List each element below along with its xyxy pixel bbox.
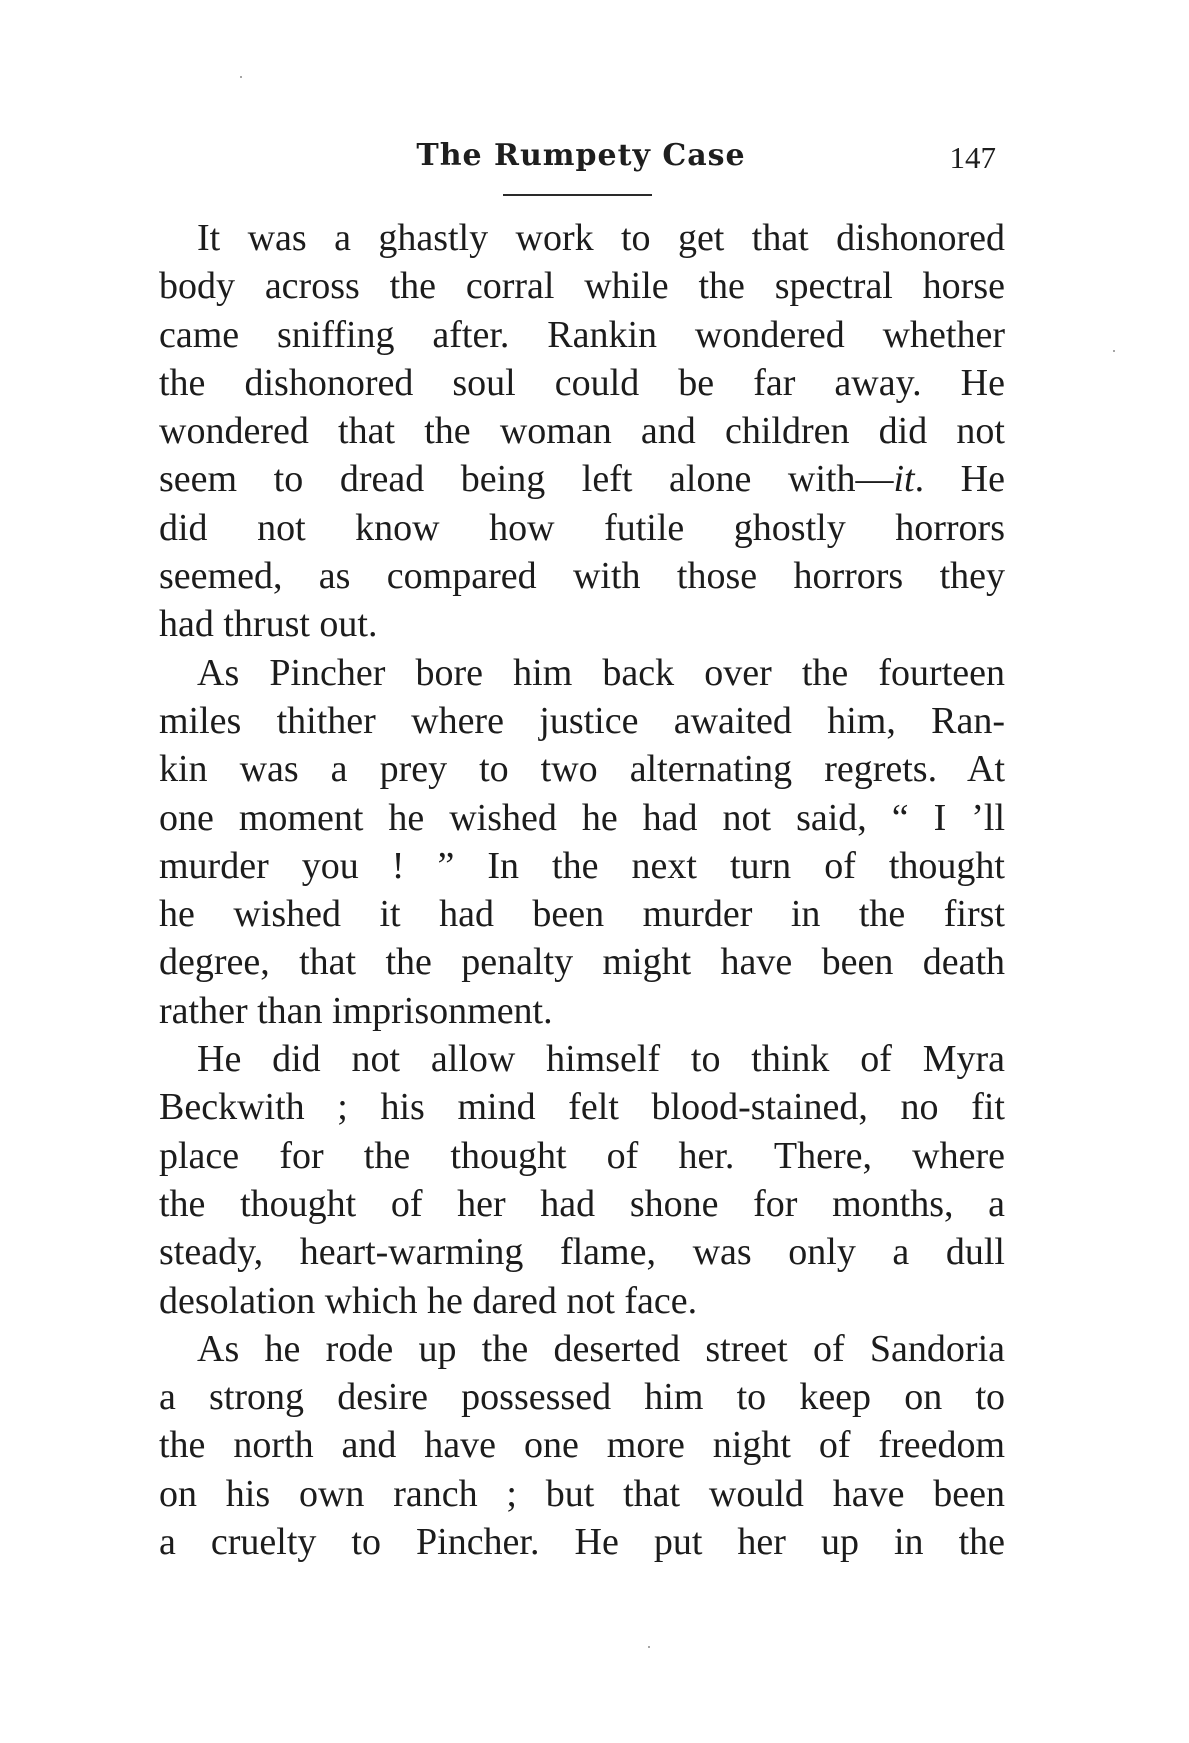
header-rule <box>503 194 652 196</box>
text-line: a strong desire possessed him to keep on to <box>159 1376 1005 1419</box>
text-line: It was a ghastly work to get that dishonored <box>197 217 1005 259</box>
paper-speck <box>1113 350 1115 352</box>
text-line: body across the corral while the spectral horse <box>159 265 1005 308</box>
text-line: Beckwith ; his mind felt blood-stained, no fit <box>159 1086 1005 1129</box>
text-line: degree, that the penalty might have been death <box>159 941 1005 984</box>
text-line <box>159 455 1005 503</box>
text-line: wondered that the woman and children did not <box>159 410 1005 453</box>
text-line: the north and have one more night of freedom <box>159 1424 1005 1467</box>
text-line: had thrust out. <box>159 603 378 646</box>
text-line: a cruelty to Pincher. He put her up in the <box>159 1521 1005 1564</box>
text-line: He did not allow himself to think of Myra <box>197 1038 1005 1081</box>
paragraph <box>159 1325 1005 1566</box>
text-line: As he rode up the deserted street of Sandoria <box>197 1327 1005 1370</box>
italic-word: it <box>893 458 915 501</box>
paper-speck <box>240 76 242 78</box>
text-line: on his own ranch ; but that would have been <box>159 1472 1005 1515</box>
text-line: he wished it had been murder in the first <box>159 893 1005 936</box>
text-line: did not know how futile ghostly horrors <box>159 506 1005 549</box>
text-line: place for the thought of her. There, where <box>159 1134 1005 1177</box>
running-head <box>158 138 1004 182</box>
text-line: seemed, as compared with those horrors they <box>159 555 1005 598</box>
text-segment: seem to dread being left alone with— <box>159 458 894 501</box>
text-line: the thought of her had shone for months, a <box>159 1182 1005 1225</box>
text-line: kin was a prey to two alternating regrets. At <box>159 748 1005 791</box>
paragraph <box>159 214 1005 649</box>
text-line: one moment he wished he had not said, “ I ’ll <box>159 796 1005 839</box>
page-number: 147 <box>949 140 996 175</box>
text-line: rather than imprisonment. <box>159 989 553 1032</box>
paragraph <box>159 649 1005 1035</box>
text-line: desolation which he dared not face. <box>159 1279 698 1322</box>
paper-speck <box>648 1646 650 1648</box>
text-segment: . He <box>914 458 1005 501</box>
text-line: miles thither where justice awaited him, Ran- <box>159 699 1005 742</box>
running-title: The Rumpety Case <box>416 138 746 173</box>
body-text <box>159 214 1005 1566</box>
text-line: As Pincher bore him back over the fourteen <box>197 651 1005 694</box>
text-line: steady, heart-warming flame, was only a dull <box>159 1231 1005 1274</box>
text-line: the dishonored soul could be far away. He <box>159 361 1005 404</box>
text-line: came sniffing after. Rankin wondered whether <box>159 313 1005 356</box>
text-line: murder you ! ” In the next turn of thought <box>159 844 1005 887</box>
paragraph <box>159 1035 1005 1325</box>
